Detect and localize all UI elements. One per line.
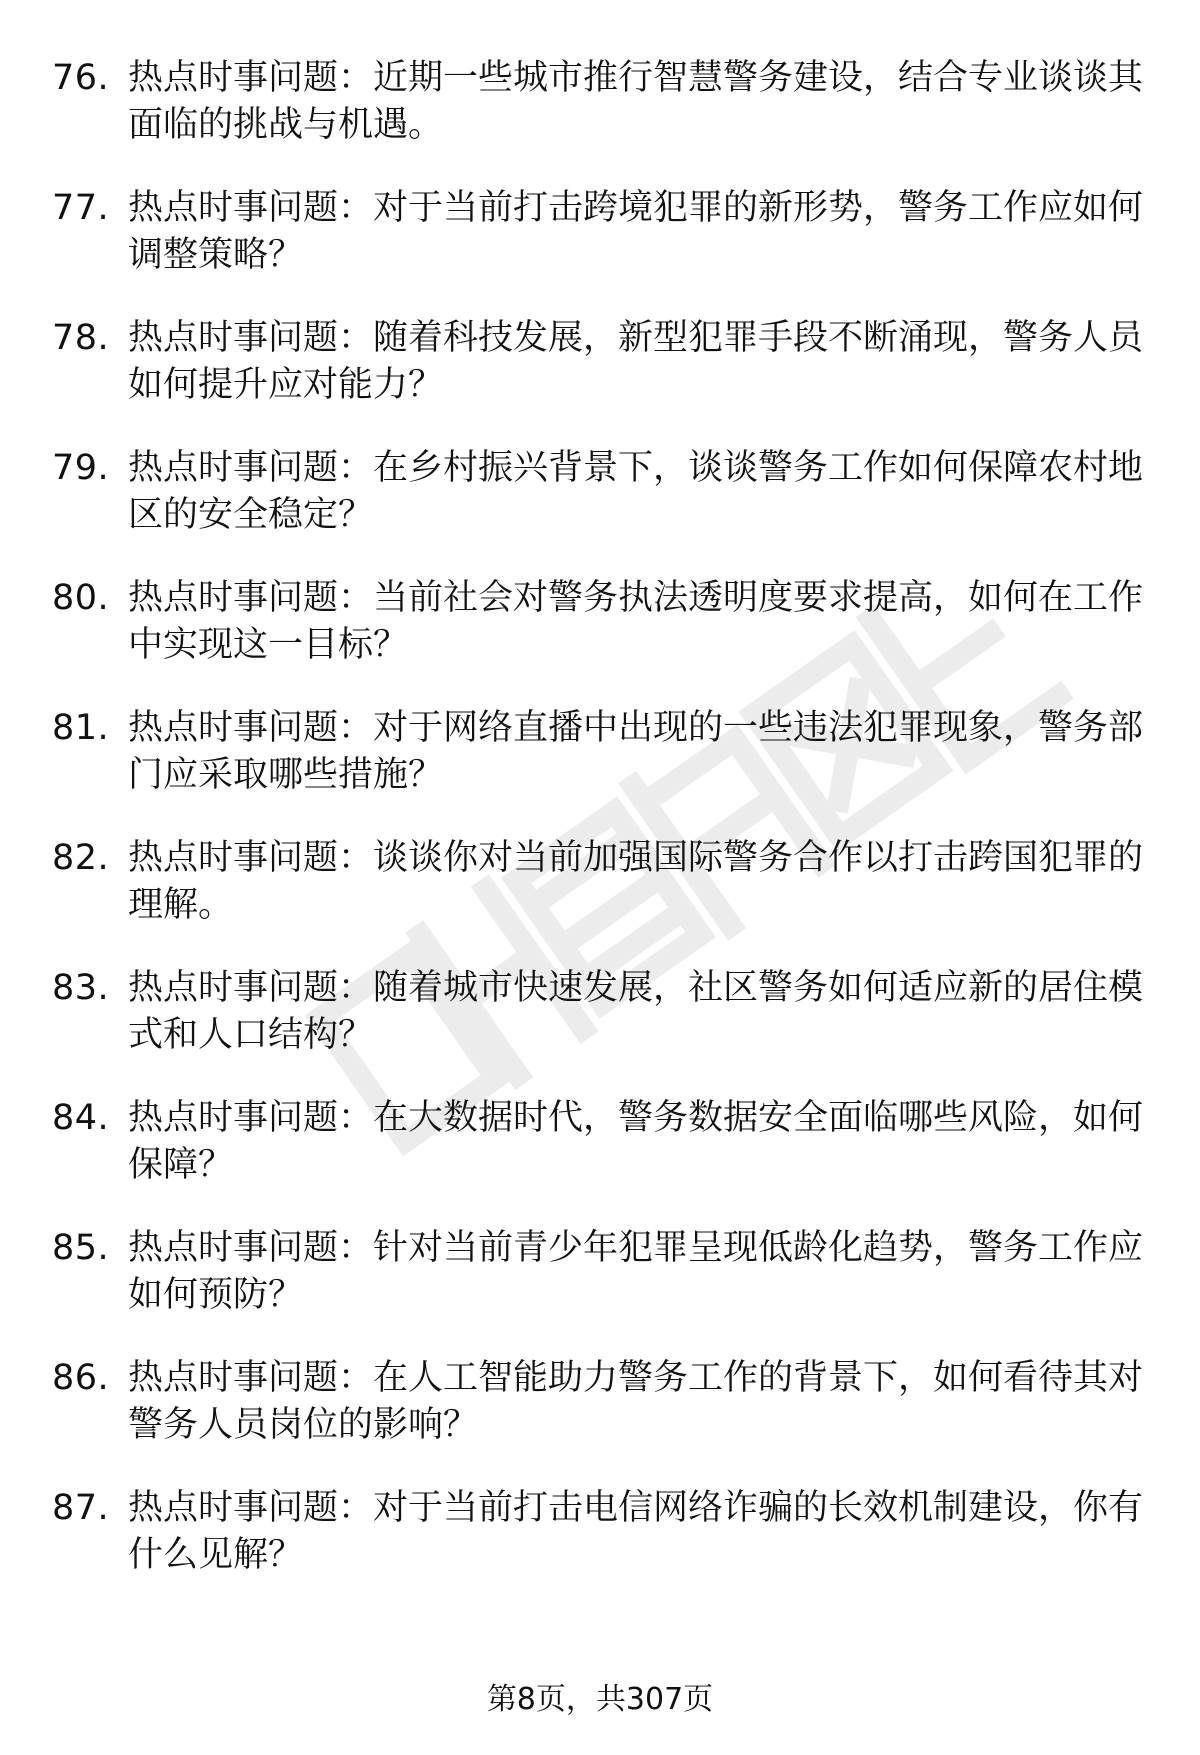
list-item	[52, 188, 1147, 275]
question-text: 热点时事问题：在人工智能助力警务工作的背景下，如何看待其对警务人员岗位的影响？	[128, 1358, 1144, 1445]
list-item	[52, 1098, 1147, 1185]
question-number: 87.	[52, 1488, 110, 1528]
question-text: 热点时事问题：谈谈你对当前加强国际警务合作以打击跨国犯罪的理解。	[128, 838, 1144, 925]
question-text: 热点时事问题：对于当前打击电信网络诈骗的长效机制建设，你有什么见解？	[128, 1488, 1144, 1575]
question-number: 83.	[52, 968, 110, 1008]
question-text: 热点时事问题：近期一些城市推行智慧警务建设，结合专业谈谈其面临的挑战与机遇。	[128, 58, 1144, 145]
question-number: 86.	[52, 1358, 110, 1398]
question-number: 84.	[52, 1098, 110, 1138]
question-number: 81.	[52, 708, 110, 748]
question-list	[52, 58, 1147, 1618]
question-number: 76.	[52, 58, 110, 98]
question-text: 热点时事问题：对于网络直播中出现的一些违法犯罪现象，警务部门应采取哪些措施？	[128, 708, 1144, 795]
question-text: 热点时事问题：随着城市快速发展，社区警务如何适应新的居住模式和人口结构？	[128, 968, 1144, 1055]
question-text: 热点时事问题：在乡村振兴背景下，谈谈警务工作如何保障农村地区的安全稳定？	[128, 448, 1144, 535]
question-text: 热点时事问题：针对当前青少年犯罪呈现低龄化趋势，警务工作应如何预防？	[128, 1228, 1144, 1315]
list-item	[52, 1358, 1147, 1445]
list-item	[52, 318, 1147, 405]
question-number: 78.	[52, 318, 110, 358]
question-number: 79.	[52, 448, 110, 488]
list-item	[52, 968, 1147, 1055]
question-number: 85.	[52, 1228, 110, 1268]
list-item	[52, 838, 1147, 925]
list-item	[52, 708, 1147, 795]
list-item	[52, 1488, 1147, 1575]
list-item	[52, 578, 1147, 665]
page-footer	[0, 1680, 1200, 1720]
question-text: 热点时事问题：当前社会对警务执法透明度要求提高，如何在工作中实现这一目标？	[128, 578, 1144, 665]
question-number: 82.	[52, 838, 110, 878]
list-item	[52, 448, 1147, 535]
page-number-label: 第8页，共307页	[486, 1682, 714, 1717]
question-number: 80.	[52, 578, 110, 618]
question-number: 77.	[52, 188, 110, 228]
list-item	[52, 58, 1147, 145]
question-text: 热点时事问题：对于当前打击跨境犯罪的新形势，警务工作应如何调整策略？	[128, 188, 1144, 275]
question-text: 热点时事问题：在大数据时代，警务数据安全面临哪些风险，如何保障？	[128, 1098, 1144, 1185]
list-item	[52, 1228, 1147, 1315]
question-text: 热点时事问题：随着科技发展，新型犯罪手段不断涌现，警务人员如何提升应对能力？	[128, 318, 1144, 405]
